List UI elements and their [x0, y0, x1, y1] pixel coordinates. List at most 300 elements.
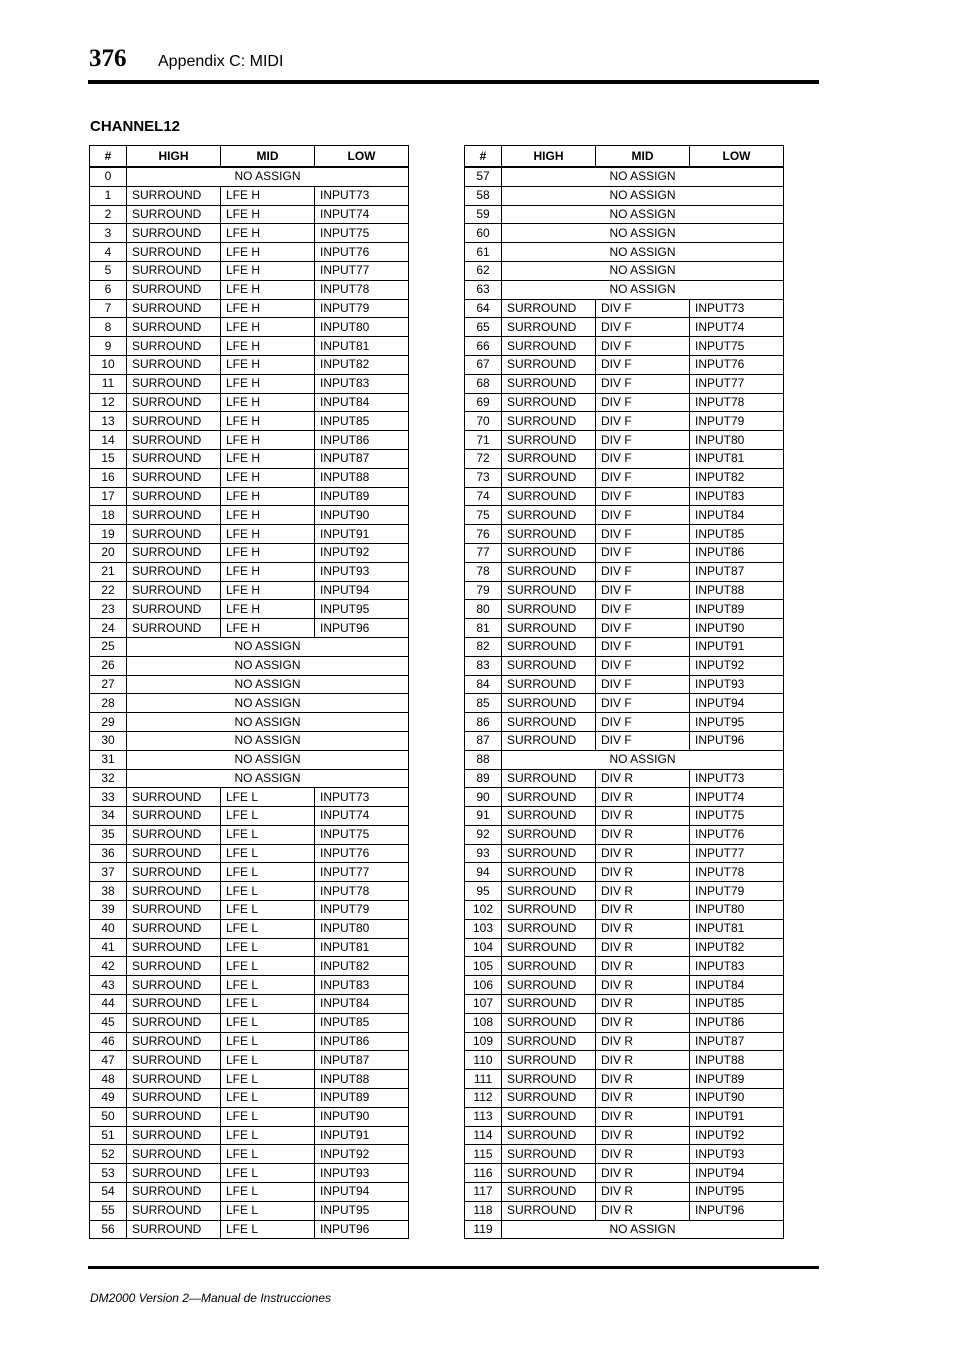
- low-cell: INPUT89: [315, 1089, 409, 1108]
- row-number-cell: 58: [465, 186, 502, 205]
- section-title: Appendix C: MIDI: [158, 53, 284, 70]
- low-cell: INPUT85: [690, 525, 784, 544]
- column-header-high: HIGH: [127, 146, 221, 168]
- row-number-cell: 72: [465, 449, 502, 468]
- high-cell: SURROUND: [502, 525, 596, 544]
- low-cell: INPUT94: [315, 1183, 409, 1202]
- table-row: [90, 863, 409, 882]
- table-row: [90, 299, 409, 318]
- mid-cell: DIV F: [596, 318, 690, 337]
- high-cell: SURROUND: [502, 788, 596, 807]
- high-cell: SURROUND: [127, 337, 221, 356]
- row-number-cell: 105: [465, 957, 502, 976]
- mid-cell: DIV F: [596, 562, 690, 581]
- high-cell: SURROUND: [502, 337, 596, 356]
- table-row: [465, 412, 784, 431]
- low-cell: INPUT95: [690, 713, 784, 732]
- table-row: [90, 224, 409, 243]
- table-row: [465, 525, 784, 544]
- row-number-cell: 106: [465, 976, 502, 995]
- row-number-cell: 55: [90, 1201, 127, 1220]
- high-cell: SURROUND: [127, 224, 221, 243]
- high-cell: SURROUND: [127, 901, 221, 920]
- high-cell: SURROUND: [502, 1032, 596, 1051]
- table-row: [90, 374, 409, 393]
- row-number-cell: 26: [90, 656, 127, 675]
- row-number-cell: 37: [90, 863, 127, 882]
- low-cell: INPUT81: [690, 449, 784, 468]
- high-cell: SURROUND: [502, 1164, 596, 1183]
- high-cell: SURROUND: [127, 976, 221, 995]
- high-cell: SURROUND: [502, 600, 596, 619]
- mid-cell: LFE L: [221, 1126, 315, 1145]
- row-number-cell: 79: [465, 581, 502, 600]
- row-number-cell: 95: [465, 882, 502, 901]
- high-cell: SURROUND: [502, 318, 596, 337]
- row-number-cell: 36: [90, 844, 127, 863]
- table-row: [465, 224, 784, 243]
- row-number-cell: 88: [465, 750, 502, 769]
- table-row: [465, 468, 784, 487]
- column-header-mid: MID: [221, 146, 315, 168]
- low-cell: INPUT73: [315, 788, 409, 807]
- midi-table-right: [464, 145, 784, 1239]
- low-cell: INPUT93: [690, 1145, 784, 1164]
- row-number-cell: 112: [465, 1089, 502, 1108]
- midi-table-left: [89, 145, 409, 1239]
- table-row: [90, 506, 409, 525]
- table-row: [90, 1107, 409, 1126]
- row-number-cell: 14: [90, 431, 127, 450]
- table-row: [90, 355, 409, 374]
- row-number-cell: 4: [90, 243, 127, 262]
- row-number-cell: 49: [90, 1089, 127, 1108]
- table-row: [90, 938, 409, 957]
- low-cell: INPUT77: [690, 374, 784, 393]
- table-row: [465, 205, 784, 224]
- low-cell: INPUT90: [690, 619, 784, 638]
- high-cell: SURROUND: [127, 468, 221, 487]
- mid-cell: LFE H: [221, 374, 315, 393]
- no-assign-cell: NO ASSIGN: [502, 243, 784, 262]
- high-cell: SURROUND: [127, 1145, 221, 1164]
- mid-cell: DIV F: [596, 393, 690, 412]
- no-assign-cell: NO ASSIGN: [127, 750, 409, 769]
- row-number-cell: 0: [90, 167, 127, 186]
- low-cell: INPUT82: [690, 938, 784, 957]
- low-cell: INPUT95: [315, 600, 409, 619]
- mid-cell: DIV R: [596, 1183, 690, 1202]
- low-cell: INPUT83: [690, 957, 784, 976]
- no-assign-cell: NO ASSIGN: [502, 167, 784, 186]
- low-cell: INPUT88: [690, 1051, 784, 1070]
- high-cell: SURROUND: [127, 863, 221, 882]
- high-cell: SURROUND: [502, 656, 596, 675]
- table-row: [90, 1089, 409, 1108]
- low-cell: INPUT88: [690, 581, 784, 600]
- high-cell: SURROUND: [502, 863, 596, 882]
- table-row: [465, 186, 784, 205]
- low-cell: INPUT86: [315, 431, 409, 450]
- mid-cell: LFE L: [221, 1051, 315, 1070]
- row-number-cell: 114: [465, 1126, 502, 1145]
- table-row: [465, 487, 784, 506]
- mid-cell: LFE L: [221, 1070, 315, 1089]
- no-assign-cell: NO ASSIGN: [127, 167, 409, 186]
- row-number-cell: 42: [90, 957, 127, 976]
- table-row: [465, 637, 784, 656]
- low-cell: INPUT89: [690, 600, 784, 619]
- high-cell: SURROUND: [502, 412, 596, 431]
- mid-cell: DIV F: [596, 600, 690, 619]
- table-row: [90, 919, 409, 938]
- mid-cell: DIV F: [596, 374, 690, 393]
- table-row: [465, 280, 784, 299]
- high-cell: SURROUND: [127, 619, 221, 638]
- low-cell: INPUT74: [315, 205, 409, 224]
- high-cell: SURROUND: [127, 1051, 221, 1070]
- mid-cell: DIV R: [596, 844, 690, 863]
- row-number-cell: 61: [465, 243, 502, 262]
- low-cell: INPUT78: [690, 863, 784, 882]
- table-row: [465, 788, 784, 807]
- table-row: [465, 882, 784, 901]
- row-number-cell: 93: [465, 844, 502, 863]
- low-cell: INPUT76: [690, 825, 784, 844]
- high-cell: SURROUND: [502, 431, 596, 450]
- row-number-cell: 18: [90, 506, 127, 525]
- table-header-row: [90, 146, 409, 168]
- mid-cell: LFE H: [221, 562, 315, 581]
- low-cell: INPUT96: [315, 1220, 409, 1239]
- table-row: [465, 1051, 784, 1070]
- high-cell: SURROUND: [127, 581, 221, 600]
- row-number-cell: 107: [465, 995, 502, 1014]
- row-number-cell: 75: [465, 506, 502, 525]
- mid-cell: DIV R: [596, 957, 690, 976]
- high-cell: SURROUND: [502, 825, 596, 844]
- row-number-cell: 80: [465, 600, 502, 619]
- table-row: [90, 750, 409, 769]
- low-cell: INPUT89: [315, 487, 409, 506]
- high-cell: SURROUND: [127, 882, 221, 901]
- high-cell: SURROUND: [127, 995, 221, 1014]
- row-number-cell: 33: [90, 788, 127, 807]
- table-row: [90, 1145, 409, 1164]
- mid-cell: LFE L: [221, 825, 315, 844]
- row-number-cell: 41: [90, 938, 127, 957]
- no-assign-cell: NO ASSIGN: [502, 186, 784, 205]
- mid-cell: DIV F: [596, 637, 690, 656]
- mid-cell: LFE H: [221, 600, 315, 619]
- table-row: [90, 656, 409, 675]
- low-cell: INPUT77: [315, 863, 409, 882]
- mid-cell: DIV R: [596, 1126, 690, 1145]
- table-row: [465, 1201, 784, 1220]
- row-number-cell: 118: [465, 1201, 502, 1220]
- no-assign-cell: NO ASSIGN: [502, 261, 784, 280]
- low-cell: INPUT75: [315, 825, 409, 844]
- low-cell: INPUT81: [690, 919, 784, 938]
- high-cell: SURROUND: [127, 374, 221, 393]
- table-row: [465, 1070, 784, 1089]
- high-cell: SURROUND: [127, 431, 221, 450]
- table-row: [465, 713, 784, 732]
- table-row: [465, 1126, 784, 1145]
- high-cell: SURROUND: [127, 1089, 221, 1108]
- table-row: [90, 976, 409, 995]
- row-number-cell: 94: [465, 863, 502, 882]
- high-cell: SURROUND: [127, 205, 221, 224]
- mid-cell: DIV F: [596, 525, 690, 544]
- row-number-cell: 87: [465, 731, 502, 750]
- mid-cell: DIV R: [596, 1013, 690, 1032]
- low-cell: INPUT83: [315, 976, 409, 995]
- high-cell: SURROUND: [502, 1145, 596, 1164]
- row-number-cell: 2: [90, 205, 127, 224]
- mid-cell: LFE H: [221, 581, 315, 600]
- low-cell: INPUT82: [315, 957, 409, 976]
- table-row: [90, 318, 409, 337]
- mid-cell: DIV F: [596, 619, 690, 638]
- row-number-cell: 20: [90, 543, 127, 562]
- table-row: [90, 675, 409, 694]
- low-cell: INPUT73: [690, 769, 784, 788]
- high-cell: SURROUND: [127, 1013, 221, 1032]
- mid-cell: LFE H: [221, 393, 315, 412]
- mid-cell: LFE L: [221, 882, 315, 901]
- no-assign-cell: NO ASSIGN: [127, 656, 409, 675]
- row-number-cell: 8: [90, 318, 127, 337]
- low-cell: INPUT79: [690, 412, 784, 431]
- mid-cell: DIV R: [596, 863, 690, 882]
- column-header-low: LOW: [315, 146, 409, 168]
- table-row: [465, 957, 784, 976]
- page-number: 376: [89, 45, 127, 72]
- high-cell: SURROUND: [502, 807, 596, 826]
- mid-cell: LFE H: [221, 261, 315, 280]
- high-cell: SURROUND: [502, 769, 596, 788]
- mid-cell: DIV F: [596, 449, 690, 468]
- row-number-cell: 5: [90, 261, 127, 280]
- mid-cell: LFE L: [221, 1201, 315, 1220]
- mid-cell: DIV R: [596, 1107, 690, 1126]
- mid-cell: LFE H: [221, 487, 315, 506]
- row-number-cell: 60: [465, 224, 502, 243]
- high-cell: SURROUND: [502, 901, 596, 920]
- mid-cell: DIV R: [596, 1032, 690, 1051]
- mid-cell: DIV F: [596, 355, 690, 374]
- table-row: [90, 412, 409, 431]
- table-row: [90, 525, 409, 544]
- high-cell: SURROUND: [502, 882, 596, 901]
- low-cell: INPUT91: [315, 525, 409, 544]
- table-row: [465, 619, 784, 638]
- mid-cell: LFE H: [221, 337, 315, 356]
- table-row: [465, 1164, 784, 1183]
- table-row: [465, 374, 784, 393]
- row-number-cell: 62: [465, 261, 502, 280]
- row-number-cell: 17: [90, 487, 127, 506]
- row-number-cell: 111: [465, 1070, 502, 1089]
- high-cell: SURROUND: [127, 1164, 221, 1183]
- table-row: [465, 675, 784, 694]
- high-cell: SURROUND: [127, 506, 221, 525]
- low-cell: INPUT86: [690, 1013, 784, 1032]
- table-body: [465, 167, 784, 1239]
- table-row: [465, 1089, 784, 1108]
- low-cell: INPUT84: [315, 995, 409, 1014]
- mid-cell: LFE L: [221, 863, 315, 882]
- high-cell: SURROUND: [127, 938, 221, 957]
- table-row: [90, 600, 409, 619]
- low-cell: INPUT77: [315, 261, 409, 280]
- high-cell: SURROUND: [502, 1051, 596, 1070]
- high-cell: SURROUND: [502, 487, 596, 506]
- mid-cell: LFE L: [221, 1107, 315, 1126]
- low-cell: INPUT78: [690, 393, 784, 412]
- high-cell: SURROUND: [502, 995, 596, 1014]
- footer-rule: [88, 1266, 819, 1269]
- row-number-cell: 119: [465, 1220, 502, 1239]
- high-cell: SURROUND: [127, 299, 221, 318]
- row-number-cell: 31: [90, 750, 127, 769]
- low-cell: INPUT88: [315, 1070, 409, 1089]
- high-cell: SURROUND: [127, 957, 221, 976]
- low-cell: INPUT79: [690, 882, 784, 901]
- low-cell: INPUT96: [690, 731, 784, 750]
- low-cell: INPUT87: [315, 1051, 409, 1070]
- mid-cell: LFE L: [221, 995, 315, 1014]
- table-row: [90, 205, 409, 224]
- low-cell: INPUT80: [690, 431, 784, 450]
- low-cell: INPUT89: [690, 1070, 784, 1089]
- mid-cell: DIV F: [596, 412, 690, 431]
- high-cell: SURROUND: [502, 449, 596, 468]
- high-cell: SURROUND: [502, 938, 596, 957]
- no-assign-cell: NO ASSIGN: [127, 769, 409, 788]
- mid-cell: LFE H: [221, 280, 315, 299]
- low-cell: INPUT74: [315, 807, 409, 826]
- mid-cell: DIV R: [596, 825, 690, 844]
- table-row: [90, 788, 409, 807]
- low-cell: INPUT92: [690, 656, 784, 675]
- high-cell: SURROUND: [502, 637, 596, 656]
- low-cell: INPUT77: [690, 844, 784, 863]
- low-cell: INPUT73: [315, 186, 409, 205]
- low-cell: INPUT83: [315, 374, 409, 393]
- mid-cell: LFE L: [221, 1032, 315, 1051]
- high-cell: SURROUND: [127, 1183, 221, 1202]
- row-number-cell: 23: [90, 600, 127, 619]
- row-number-cell: 29: [90, 713, 127, 732]
- mid-cell: DIV R: [596, 976, 690, 995]
- mid-cell: LFE H: [221, 186, 315, 205]
- low-cell: INPUT76: [315, 243, 409, 262]
- table-row: [90, 1126, 409, 1145]
- row-number-cell: 9: [90, 337, 127, 356]
- low-cell: INPUT80: [315, 318, 409, 337]
- row-number-cell: 102: [465, 901, 502, 920]
- mid-cell: LFE H: [221, 205, 315, 224]
- high-cell: SURROUND: [127, 1220, 221, 1239]
- row-number-cell: 39: [90, 901, 127, 920]
- low-cell: INPUT87: [690, 1032, 784, 1051]
- row-number-cell: 25: [90, 637, 127, 656]
- row-number-cell: 28: [90, 694, 127, 713]
- mid-cell: LFE L: [221, 1013, 315, 1032]
- row-number-cell: 6: [90, 280, 127, 299]
- row-number-cell: 116: [465, 1164, 502, 1183]
- table-row: [465, 355, 784, 374]
- high-cell: SURROUND: [502, 374, 596, 393]
- row-number-cell: 19: [90, 525, 127, 544]
- row-number-cell: 10: [90, 355, 127, 374]
- row-number-cell: 1: [90, 186, 127, 205]
- row-number-cell: 76: [465, 525, 502, 544]
- high-cell: SURROUND: [127, 412, 221, 431]
- high-cell: SURROUND: [502, 562, 596, 581]
- high-cell: SURROUND: [127, 600, 221, 619]
- row-number-cell: 85: [465, 694, 502, 713]
- mid-cell: LFE L: [221, 901, 315, 920]
- table-row: [90, 1051, 409, 1070]
- mid-cell: LFE H: [221, 224, 315, 243]
- row-number-cell: 7: [90, 299, 127, 318]
- row-number-cell: 16: [90, 468, 127, 487]
- no-assign-cell: NO ASSIGN: [127, 637, 409, 656]
- high-cell: SURROUND: [502, 355, 596, 374]
- row-number-cell: 32: [90, 769, 127, 788]
- row-number-cell: 24: [90, 619, 127, 638]
- mid-cell: LFE L: [221, 788, 315, 807]
- row-number-cell: 50: [90, 1107, 127, 1126]
- column-header-low: LOW: [690, 146, 784, 168]
- row-number-cell: 110: [465, 1051, 502, 1070]
- low-cell: INPUT75: [315, 224, 409, 243]
- high-cell: SURROUND: [127, 1107, 221, 1126]
- mid-cell: LFE L: [221, 1089, 315, 1108]
- low-cell: INPUT86: [315, 1032, 409, 1051]
- row-number-cell: 81: [465, 619, 502, 638]
- table-row: [90, 543, 409, 562]
- table-row: [90, 844, 409, 863]
- high-cell: SURROUND: [502, 1070, 596, 1089]
- row-number-cell: 103: [465, 919, 502, 938]
- row-number-cell: 84: [465, 675, 502, 694]
- mid-cell: DIV F: [596, 506, 690, 525]
- mid-cell: DIV R: [596, 919, 690, 938]
- table-row: [465, 261, 784, 280]
- row-number-cell: 30: [90, 731, 127, 750]
- low-cell: INPUT87: [315, 449, 409, 468]
- table-title: CHANNEL12: [90, 118, 181, 135]
- table-row: [465, 562, 784, 581]
- low-cell: INPUT90: [315, 1107, 409, 1126]
- low-cell: INPUT85: [690, 995, 784, 1014]
- table-row: [90, 807, 409, 826]
- table-row: [90, 581, 409, 600]
- low-cell: INPUT88: [315, 468, 409, 487]
- row-number-cell: 53: [90, 1164, 127, 1183]
- low-cell: INPUT82: [690, 468, 784, 487]
- no-assign-cell: NO ASSIGN: [127, 713, 409, 732]
- table-row: [90, 901, 409, 920]
- row-number-cell: 27: [90, 675, 127, 694]
- mid-cell: DIV R: [596, 769, 690, 788]
- high-cell: SURROUND: [127, 543, 221, 562]
- high-cell: SURROUND: [502, 694, 596, 713]
